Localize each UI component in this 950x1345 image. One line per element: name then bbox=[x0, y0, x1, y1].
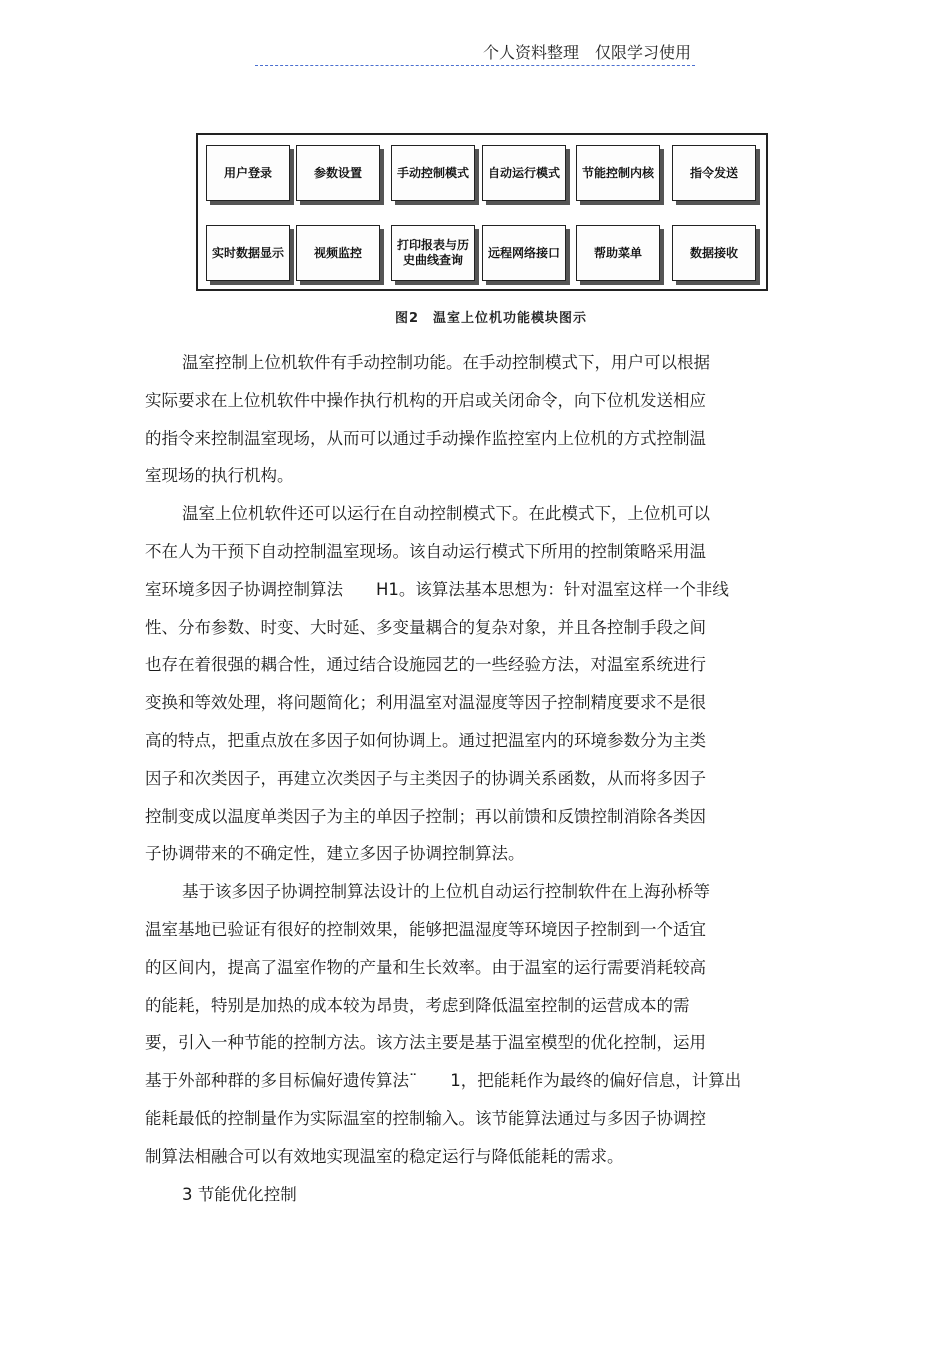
paragraph-line: 制算法相融合可以有效地实现温室的稳定运行与降低能耗的需求。 bbox=[145, 1146, 624, 1166]
paragraph-line: 子协调带来的不确定性，建立多因子协调控制算法。 bbox=[145, 844, 525, 864]
module-video-monitor: 视频监控 bbox=[296, 225, 380, 281]
module-realtime-display: 实时数据显示 bbox=[206, 225, 290, 281]
module-energy-kernel: 节能控制内核 bbox=[576, 145, 660, 201]
module-command-send: 指令发送 bbox=[672, 145, 756, 201]
paragraph-line: 性、分布参数、时变、大时延、多变量耦合的复杂对象，并且各控制手段之间 bbox=[145, 617, 706, 637]
paragraph-line: 实际要求在上位机软件中操作执行机构的开启或关闭命令，向下位机发送相应 bbox=[145, 390, 706, 410]
paragraph-line: 不在人为干预下自动控制温室现场。该自动运行模式下所用的控制策略采用温 bbox=[145, 541, 706, 561]
paragraph-line: 温室基地已验证有很好的控制效果，能够把温湿度等环境因子控制到一个适宜 bbox=[145, 919, 706, 939]
module-user-login: 用户登录 bbox=[206, 145, 290, 201]
page-header: 个人资料整理 仅限学习使用 bbox=[255, 42, 695, 66]
paragraph-line: 温室控制上位机软件有手动控制功能。在手动控制模式下，用户可以根据 bbox=[182, 353, 710, 372]
module-report-history: 打印报表与历史曲线查询 bbox=[391, 225, 475, 281]
module-remote-network: 远程网络接口 bbox=[482, 225, 566, 281]
module-manual-control: 手动控制模式 bbox=[391, 145, 475, 201]
paragraph-line: 室环境多因子协调控制算法 H1。该算法基本思想为：针对温室这样一个非线 bbox=[145, 579, 729, 599]
paragraph-line: 变换和等效处理，将问题简化；利用温室对温湿度等因子控制精度要求不是很 bbox=[145, 693, 706, 713]
paragraph-line: 因子和次类因子，再建立次类因子与主类因子的协调关系函数，从而将多因子 bbox=[145, 768, 706, 788]
module-diagram bbox=[196, 133, 768, 291]
paragraph-line: 控制变成以温度单类因子为主的单因子控制；再以前馈和反馈控制消除各类因 bbox=[145, 806, 706, 826]
paragraph-line: 高的特点，把重点放在多因子如何协调上。通过把温室内的环境参数分为主类 bbox=[145, 730, 706, 750]
paragraph-line: 的指令来控制温室现场，从而可以通过手动操作监控室内上位机的方式控制温 bbox=[145, 428, 706, 448]
section-heading: 3 节能优化控制 bbox=[182, 1184, 297, 1204]
body-text bbox=[145, 344, 785, 1213]
figure-caption: 图2 温室上位机功能模块图示 bbox=[395, 311, 588, 326]
paragraph-line: 要，引入一种节能的控制方法。该方法主要是基于温室模型的优化控制，运用 bbox=[145, 1033, 706, 1053]
paragraph-line: 的能耗，特别是加热的成本较为昂贵，考虑到降低温室控制的运营成本的需 bbox=[145, 995, 690, 1015]
paragraph-line: 的区间内，提高了温室作物的产量和生长效率。由于温室的运行需要消耗较高 bbox=[145, 957, 706, 977]
paragraph-line: 能耗最低的控制量作为实际温室的控制输入。该节能算法通过与多因子协调控 bbox=[145, 1108, 706, 1128]
paragraph-line: 温室上位机软件还可以运行在自动控制模式下。在此模式下，上位机可以 bbox=[182, 504, 710, 524]
paragraph-line: 也存在着很强的耦合性，通过结合设施园艺的一些经验方法，对温室系统进行 bbox=[145, 655, 706, 675]
paragraph-line: 基于该多因子协调控制算法设计的上位机自动运行控制软件在上海孙桥等 bbox=[182, 882, 710, 902]
module-help-menu: 帮助菜单 bbox=[576, 225, 660, 281]
module-parameter-settings: 参数设置 bbox=[296, 145, 380, 201]
paragraph-line: 室现场的执行机构。 bbox=[145, 466, 294, 486]
module-data-receive: 数据接收 bbox=[672, 225, 756, 281]
module-auto-run: 自动运行模式 bbox=[482, 145, 566, 201]
paragraph-line: 基于外部种群的多目标偏好遗传算法¨ 1，把能耗作为最终的偏好信息，计算出 bbox=[145, 1071, 742, 1091]
